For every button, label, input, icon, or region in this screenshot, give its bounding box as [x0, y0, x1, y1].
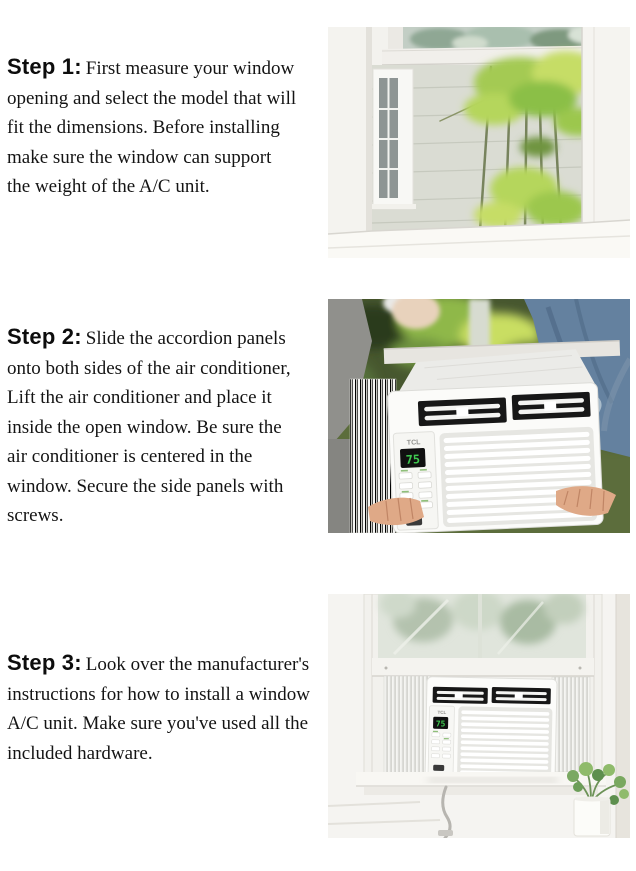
- step-3-line: A/C unit. Make sure you've used all the: [7, 713, 309, 734]
- ac-unit: [425, 677, 557, 784]
- ac-control-panel: [428, 706, 454, 777]
- window-sash-bar: [372, 658, 594, 676]
- step-3-text: [7, 648, 329, 768]
- step-2-line-text: Slide the accordion panels: [85, 328, 286, 349]
- step-1-line-text: First measure your window: [85, 58, 295, 79]
- ac-brand-logo: TCL: [406, 439, 421, 447]
- step-3-line: [7, 648, 329, 680]
- ac-power-button: [433, 765, 444, 771]
- frosted-glass: [378, 594, 586, 658]
- step-3-photo: [328, 594, 630, 838]
- ac-shadow: [428, 778, 558, 782]
- step-1-line: [7, 52, 329, 84]
- accordion-panel-right: [552, 677, 590, 772]
- accordion-panel-left: [384, 676, 430, 773]
- step-2-photo: [328, 299, 630, 533]
- step-1-line: the weight of the A/C unit.: [7, 176, 210, 197]
- ac-brand-logo: TCL: [437, 709, 447, 716]
- step-2-line: window. Secure the side panels with: [7, 475, 284, 497]
- step-3-line: included hardware.: [7, 742, 153, 764]
- step-2-line: [7, 322, 329, 354]
- step-3-label: Step 3:: [7, 650, 82, 675]
- step-1-photo: [328, 27, 630, 258]
- step-1-line: opening and select the model that will: [7, 87, 297, 109]
- step-2-line: air conditioner is centered in the: [7, 446, 253, 467]
- step-1-line: make sure the window can support: [7, 146, 272, 168]
- ac-grille: [457, 706, 552, 778]
- step-1-text: [7, 52, 329, 202]
- step-3-line-text: Look over the manufacturer's: [85, 654, 310, 675]
- step-2-line: Lift the air conditioner and place it: [7, 387, 272, 408]
- step-2-line: onto both sides of the air conditioner,: [7, 357, 291, 379]
- step-1-label: Step 1:: [7, 54, 82, 79]
- step-2-text: [7, 322, 329, 531]
- plant-pot-shade: [600, 800, 609, 834]
- step-2-label: Step 2:: [7, 324, 82, 349]
- neighbor-window: [372, 69, 416, 209]
- step-2-line: inside the open window. Be sure the: [7, 416, 282, 438]
- ac-display-temperature: 75: [405, 452, 421, 467]
- step-3-line: instructions for how to install a window: [7, 683, 310, 705]
- step-1-line: fit the dimensions. Before installing: [7, 117, 280, 138]
- ac-display-temperature: 75: [435, 719, 446, 729]
- power-plug: [438, 830, 453, 836]
- step-2-line: screws.: [7, 505, 64, 526]
